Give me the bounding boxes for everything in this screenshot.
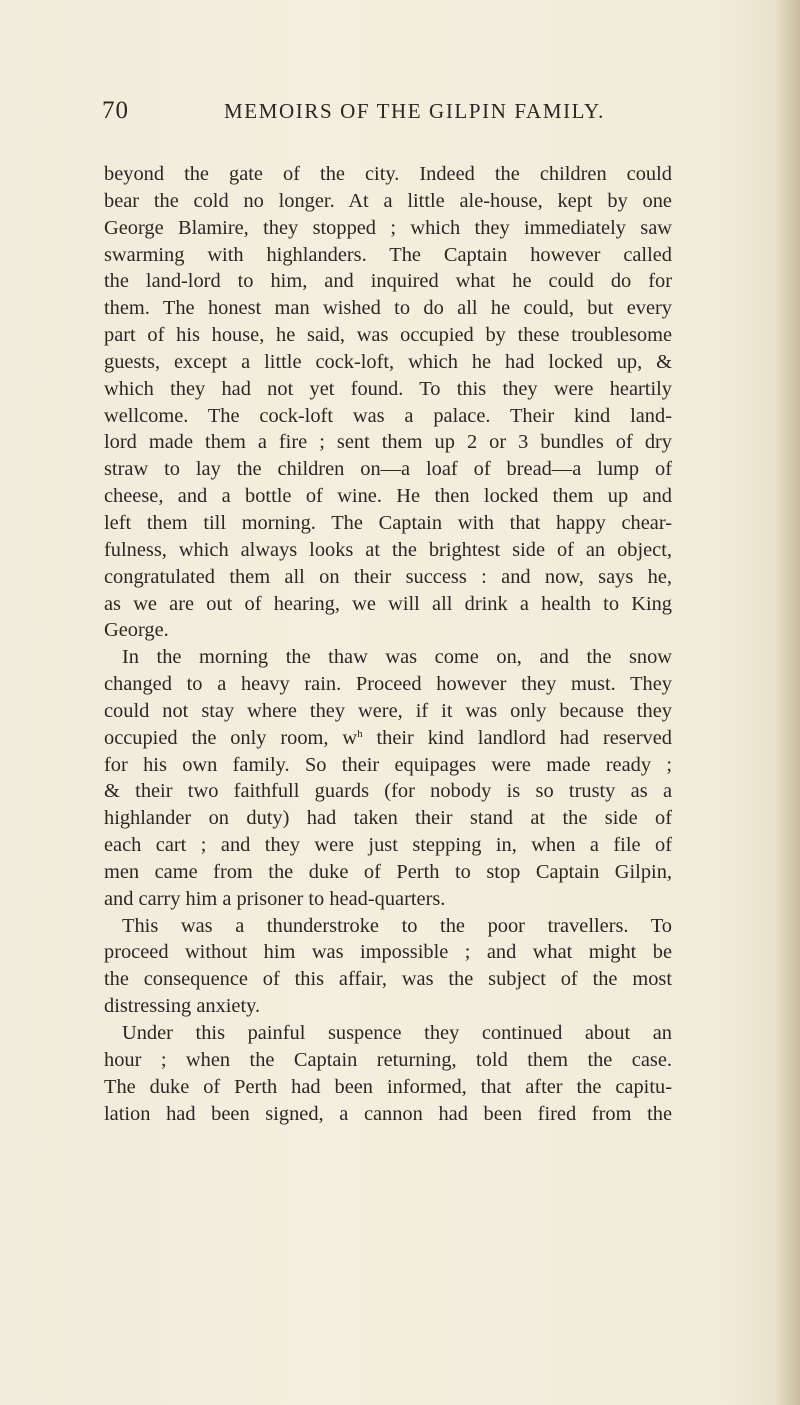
- text-line: fulness, which always looks at the brightest side of an object,: [104, 538, 672, 561]
- text-line: guests, except a little cock-loft, which he had locked up, &: [104, 350, 672, 373]
- text-line: each cart ; and they were just stepping in, when a file of: [104, 834, 672, 857]
- text-line: & their two faithfull guards (for nobody is so trusty as a: [104, 780, 672, 803]
- text-line: proceed without him was impossible ; and what might be: [104, 941, 672, 964]
- text-line-segment: their kind landlord had reserved: [362, 726, 672, 749]
- text-line: George Blamire, they stopped ; which they immediately saw: [104, 216, 672, 239]
- text-line: which they had not yet found. To this they were heartily: [104, 377, 672, 400]
- running-title: MEMOIRS OF THE GILPIN FAMILY.: [224, 99, 605, 123]
- text-line: straw to lay the children on—a loaf of bread—a lump of: [104, 458, 672, 481]
- text-line: them. The honest man wished to do all he could, but every: [104, 297, 672, 320]
- text-line: bear the cold no longer. At a little ale-house, kept by one: [104, 189, 672, 212]
- text-line: Under this painful suspence they continued about an: [122, 1022, 672, 1044]
- text-line: part of his house, he said, was occupied by these troublesome: [104, 324, 672, 347]
- text-line-segment: occupied the only room, w: [104, 726, 358, 749]
- text-line: lation had been signed, a cannon had been fired from the: [104, 1102, 672, 1125]
- text-line: men came from the duke of Perth to stop Captain Gilpin,: [104, 860, 672, 883]
- text-line: wellcome. The cock-loft was a palace. Their kind land-: [104, 404, 672, 427]
- text-line: distressing anxiety.: [104, 995, 261, 1018]
- text-line: George.: [104, 619, 169, 642]
- text-line: left them till morning. The Captain with that happy chear-: [104, 511, 672, 534]
- text-line: lord made them a fire ; sent them up 2 or 3 bundles of dry: [104, 431, 672, 454]
- text-line: highlander on duty) had taken their stand at the side of: [104, 807, 672, 830]
- text-line: the consequence of this affair, was the subject of the most: [104, 968, 672, 991]
- text-line: and carry him a prisoner to head-quarters.: [104, 887, 446, 910]
- text-line: changed to a heavy rain. Proceed however they must. They: [104, 673, 672, 696]
- superscript-abbreviation: h: [357, 727, 363, 740]
- page-number: 70: [102, 97, 129, 124]
- text-line: for his own family. So their equipages were made ready ;: [104, 753, 672, 776]
- text-line: as we are out of hearing, we will all drink a health to King: [104, 592, 672, 615]
- page-edge-shadow: [774, 0, 800, 1405]
- text-line: This was a thunderstroke to the poor travellers. To: [122, 914, 672, 937]
- text-line: The duke of Perth had been informed, that after the capitu-: [104, 1075, 672, 1098]
- running-head: [102, 96, 662, 126]
- text-line: In the morning the thaw was come on, and the snow: [122, 646, 672, 669]
- text-line: hour ; when the Captain returning, told them the case.: [104, 1048, 672, 1071]
- text-line: cheese, and a bottle of wine. He then locked them up and: [104, 485, 672, 508]
- text-line: congratulated them all on their success : and now, says he,: [104, 565, 672, 588]
- text-line: the land-lord to him, and inquired what he could do for: [104, 270, 672, 293]
- text-line: could not stay where they were, if it was only because they: [104, 699, 672, 722]
- text-line: swarming with highlanders. The Captain however called: [104, 243, 672, 266]
- body-text: [104, 161, 672, 1127]
- text-line: beyond the gate of the city. Indeed the children could: [104, 163, 672, 185]
- text-line: [104, 725, 672, 752]
